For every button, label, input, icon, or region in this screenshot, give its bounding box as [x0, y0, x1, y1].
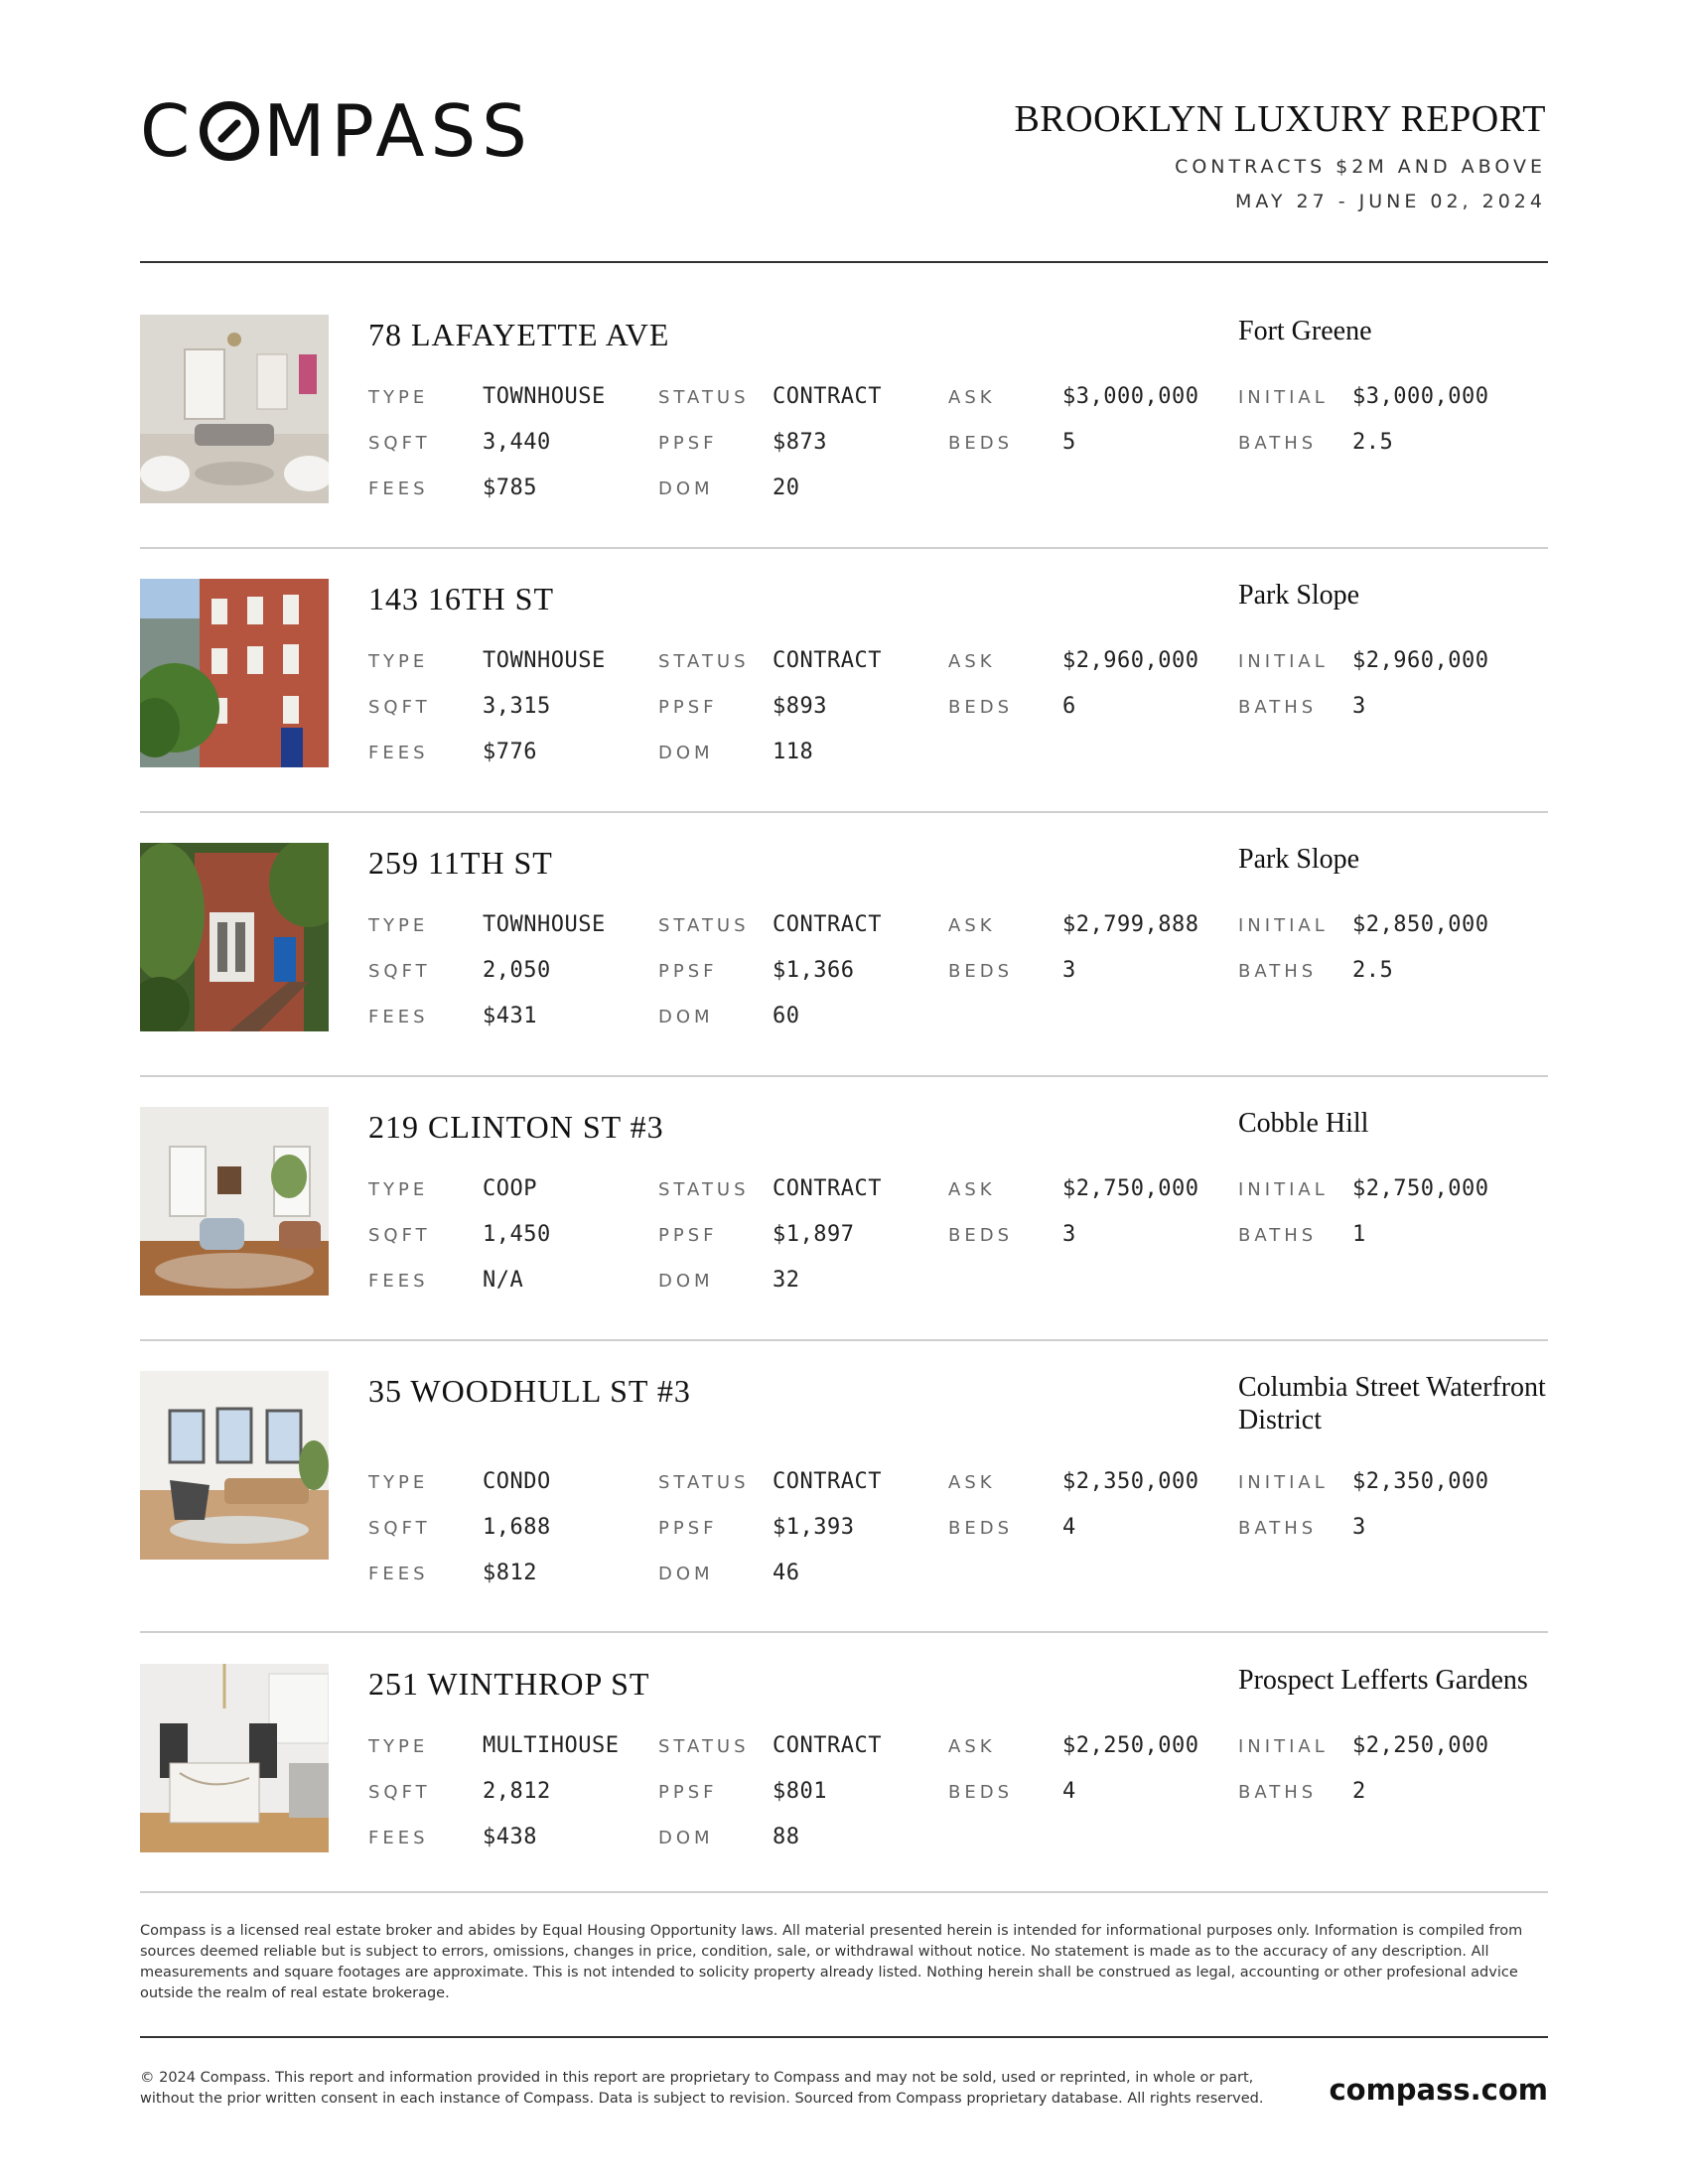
ask-value: $2,799,888 [1062, 912, 1199, 937]
initial-label: INITIAL [1238, 651, 1329, 672]
kitchen-photo [140, 1664, 329, 1852]
fees-value: N/A [483, 1268, 524, 1293]
report-title: BROOKLYN LUXURY REPORT [1014, 98, 1546, 140]
ppsf-label: PPSF [658, 697, 718, 718]
status-label: STATUS [658, 1736, 750, 1757]
baths-value: 2.5 [1352, 430, 1394, 455]
baths-label: BATHS [1238, 433, 1318, 454]
ask-label: ASK [948, 1472, 996, 1493]
ppsf-label: PPSF [658, 1782, 718, 1803]
fees-label: FEES [368, 478, 429, 499]
fees-label: FEES [368, 1007, 429, 1027]
type-label: TYPE [368, 1179, 429, 1200]
beds-label: BEDS [948, 1518, 1014, 1539]
beds-label: BEDS [948, 433, 1014, 454]
ppsf-value: $1,366 [773, 958, 855, 983]
ask-value: $2,350,000 [1062, 1469, 1199, 1494]
initial-label: INITIAL [1238, 1179, 1329, 1200]
ppsf-label: PPSF [658, 433, 718, 454]
fees-value: $438 [483, 1825, 537, 1849]
listing-card [140, 315, 1548, 513]
dom-label: DOM [658, 1007, 714, 1027]
beds-label: BEDS [948, 697, 1014, 718]
listing-neighborhood: Park Slope [1238, 844, 1360, 875]
listing-address: 35 WOODHULL ST #3 [368, 1373, 691, 1409]
ask-value: $2,960,000 [1062, 648, 1199, 673]
listing-card [140, 579, 1548, 777]
baths-value: 2.5 [1352, 958, 1394, 983]
sqft-label: SQFT [368, 1225, 431, 1246]
status-value: CONTRACT [773, 912, 882, 937]
legal-disclaimer: Compass is a licensed real estate broker and abides by Equal Housing Opportunity laws. All material presented herein is intended for informational purposes only. Information is compiled from sources deemed reliable but is subject to errors, omissions, changes in price, condition, sale, or withdrawal without notice. No statement is made as to the accuracy of any description. All measurements and square footages are approximate. This is not intended to solicity property already listed. Nothing herein shall be construed as legal, accounting or other profesional advice outside the realm of real estate brokerage. [140, 1923, 1523, 2001]
sqft-value: 3,315 [483, 694, 551, 719]
beds-label: BEDS [948, 1782, 1014, 1803]
listing-address: 251 WINTHROP ST [368, 1666, 650, 1702]
status-value: CONTRACT [773, 384, 882, 409]
ask-label: ASK [948, 387, 996, 408]
baths-label: BATHS [1238, 1782, 1318, 1803]
status-label: STATUS [658, 1179, 750, 1200]
baths-value: 3 [1352, 694, 1366, 719]
initial-value: $2,750,000 [1352, 1176, 1489, 1201]
sqft-label: SQFT [368, 697, 431, 718]
beds-value: 4 [1062, 1515, 1076, 1540]
dom-value: 118 [773, 740, 814, 764]
listing-neighborhood: Cobble Hill [1238, 1108, 1369, 1139]
listing-address: 219 CLINTON ST #3 [368, 1109, 664, 1145]
listing-card [140, 1371, 1548, 1599]
initial-value: $2,960,000 [1352, 648, 1489, 673]
fees-label: FEES [368, 1271, 429, 1292]
type-value: MULTIHOUSE [483, 1733, 620, 1758]
sqft-label: SQFT [368, 433, 431, 454]
ppsf-label: PPSF [658, 961, 718, 982]
beds-label: BEDS [948, 961, 1014, 982]
baths-label: BATHS [1238, 697, 1318, 718]
type-value: TOWNHOUSE [483, 912, 606, 937]
type-label: TYPE [368, 1472, 429, 1493]
dom-label: DOM [658, 743, 714, 763]
listing-divider [140, 547, 1548, 549]
ppsf-value: $1,393 [773, 1515, 855, 1540]
fees-label: FEES [368, 743, 429, 763]
sqft-value: 2,812 [483, 1779, 551, 1804]
sqft-label: SQFT [368, 1782, 431, 1803]
status-value: CONTRACT [773, 648, 882, 673]
status-value: CONTRACT [773, 1469, 882, 1494]
initial-value: $2,850,000 [1352, 912, 1489, 937]
baths-label: BATHS [1238, 961, 1318, 982]
listing-neighborhood: Park Slope [1238, 580, 1360, 611]
fees-value: $431 [483, 1004, 537, 1028]
ask-value: $2,250,000 [1062, 1733, 1199, 1758]
dom-label: DOM [658, 1828, 714, 1848]
listing-address: 78 LAFAYETTE AVE [368, 317, 670, 352]
loft-living-photo [140, 1371, 329, 1560]
beds-value: 3 [1062, 958, 1076, 983]
status-label: STATUS [658, 387, 750, 408]
listing-card [140, 843, 1548, 1041]
compass-o-icon [198, 99, 261, 163]
initial-label: INITIAL [1238, 1736, 1329, 1757]
listing-card [140, 1664, 1548, 1862]
status-label: STATUS [658, 651, 750, 672]
ppsf-value: $873 [773, 430, 827, 455]
sqft-label: SQFT [368, 961, 431, 982]
dom-value: 20 [773, 476, 800, 500]
type-value: CONDO [483, 1469, 551, 1494]
dom-value: 88 [773, 1825, 800, 1849]
listing-address: 143 16TH ST [368, 581, 554, 616]
type-value: TOWNHOUSE [483, 384, 606, 409]
beds-value: 3 [1062, 1222, 1076, 1247]
fees-value: $776 [483, 740, 537, 764]
sqft-label: SQFT [368, 1518, 431, 1539]
sqft-value: 1,688 [483, 1515, 551, 1540]
ask-label: ASK [948, 651, 996, 672]
logo-letters-mpass: MPASS [263, 89, 533, 173]
baths-label: BATHS [1238, 1518, 1318, 1539]
ppsf-label: PPSF [658, 1518, 718, 1539]
compass-logo [140, 91, 533, 171]
status-value: CONTRACT [773, 1176, 882, 1201]
header-divider [140, 261, 1548, 263]
initial-label: INITIAL [1238, 1472, 1329, 1493]
initial-value: $3,000,000 [1352, 384, 1489, 409]
dom-value: 32 [773, 1268, 800, 1293]
brownstone-photo [140, 843, 329, 1031]
listing-address: 259 11TH ST [368, 845, 553, 881]
listing-neighborhood: Fort Greene [1238, 316, 1372, 346]
type-label: TYPE [368, 915, 429, 936]
baths-value: 2 [1352, 1779, 1366, 1804]
ask-label: ASK [948, 915, 996, 936]
ppsf-value: $893 [773, 694, 827, 719]
living-room-photo [140, 315, 329, 503]
baths-label: BATHS [1238, 1225, 1318, 1246]
brick-townhouse-photo [140, 579, 329, 767]
type-label: TYPE [368, 387, 429, 408]
type-label: TYPE [368, 651, 429, 672]
sqft-value: 2,050 [483, 958, 551, 983]
fees-value: $785 [483, 476, 537, 500]
initial-label: INITIAL [1238, 387, 1329, 408]
copyright-notice: © 2024 Compass. This report and information provided in this report are proprietary to Compass and may not be sold, used or reprinted, in whole or part, without the prior written consent in each instance of Compass. Data is subject to revision. Sourced from Compass proprietary database. All rights reserved. [140, 2070, 1264, 2107]
fees-value: $812 [483, 1561, 537, 1585]
ask-value: $2,750,000 [1062, 1176, 1199, 1201]
report-subtitle: CONTRACTS $2M AND ABOVE [1175, 156, 1546, 178]
ppsf-label: PPSF [658, 1225, 718, 1246]
type-value: TOWNHOUSE [483, 648, 606, 673]
sqft-value: 3,440 [483, 430, 551, 455]
ask-value: $3,000,000 [1062, 384, 1199, 409]
initial-value: $2,350,000 [1352, 1469, 1489, 1494]
initial-label: INITIAL [1238, 915, 1329, 936]
website-link[interactable]: compass.com [1329, 2073, 1548, 2107]
listing-divider [140, 1075, 1548, 1077]
report-date-range: MAY 27 - JUNE 02, 2024 [1234, 191, 1546, 212]
beds-label: BEDS [948, 1225, 1014, 1246]
listing-card [140, 1107, 1548, 1305]
status-label: STATUS [658, 915, 750, 936]
logo-letter-c: C [140, 89, 197, 173]
ppsf-value: $1,897 [773, 1222, 855, 1247]
listing-divider [140, 1631, 1548, 1633]
ask-label: ASK [948, 1736, 996, 1757]
fees-label: FEES [368, 1564, 429, 1584]
listing-neighborhood: Prospect Lefferts Gardens [1238, 1665, 1528, 1696]
baths-value: 3 [1352, 1515, 1366, 1540]
initial-value: $2,250,000 [1352, 1733, 1489, 1758]
type-value: COOP [483, 1176, 537, 1201]
parlor-room-photo [140, 1107, 329, 1296]
listing-neighborhood: Columbia Street Waterfront District [1238, 1372, 1546, 1435]
type-label: TYPE [368, 1736, 429, 1757]
dom-label: DOM [658, 478, 714, 499]
status-label: STATUS [658, 1472, 750, 1493]
ppsf-value: $801 [773, 1779, 827, 1804]
fees-label: FEES [368, 1828, 429, 1848]
status-value: CONTRACT [773, 1733, 882, 1758]
footer-divider [140, 2036, 1548, 2038]
baths-value: 1 [1352, 1222, 1366, 1247]
dom-value: 46 [773, 1561, 800, 1585]
listing-divider [140, 1891, 1548, 1893]
dom-value: 60 [773, 1004, 800, 1028]
ask-label: ASK [948, 1179, 996, 1200]
dom-label: DOM [658, 1271, 714, 1292]
listing-divider [140, 1339, 1548, 1341]
listing-divider [140, 811, 1548, 813]
dom-label: DOM [658, 1564, 714, 1584]
beds-value: 4 [1062, 1779, 1076, 1804]
beds-value: 5 [1062, 430, 1076, 455]
sqft-value: 1,450 [483, 1222, 551, 1247]
beds-value: 6 [1062, 694, 1076, 719]
